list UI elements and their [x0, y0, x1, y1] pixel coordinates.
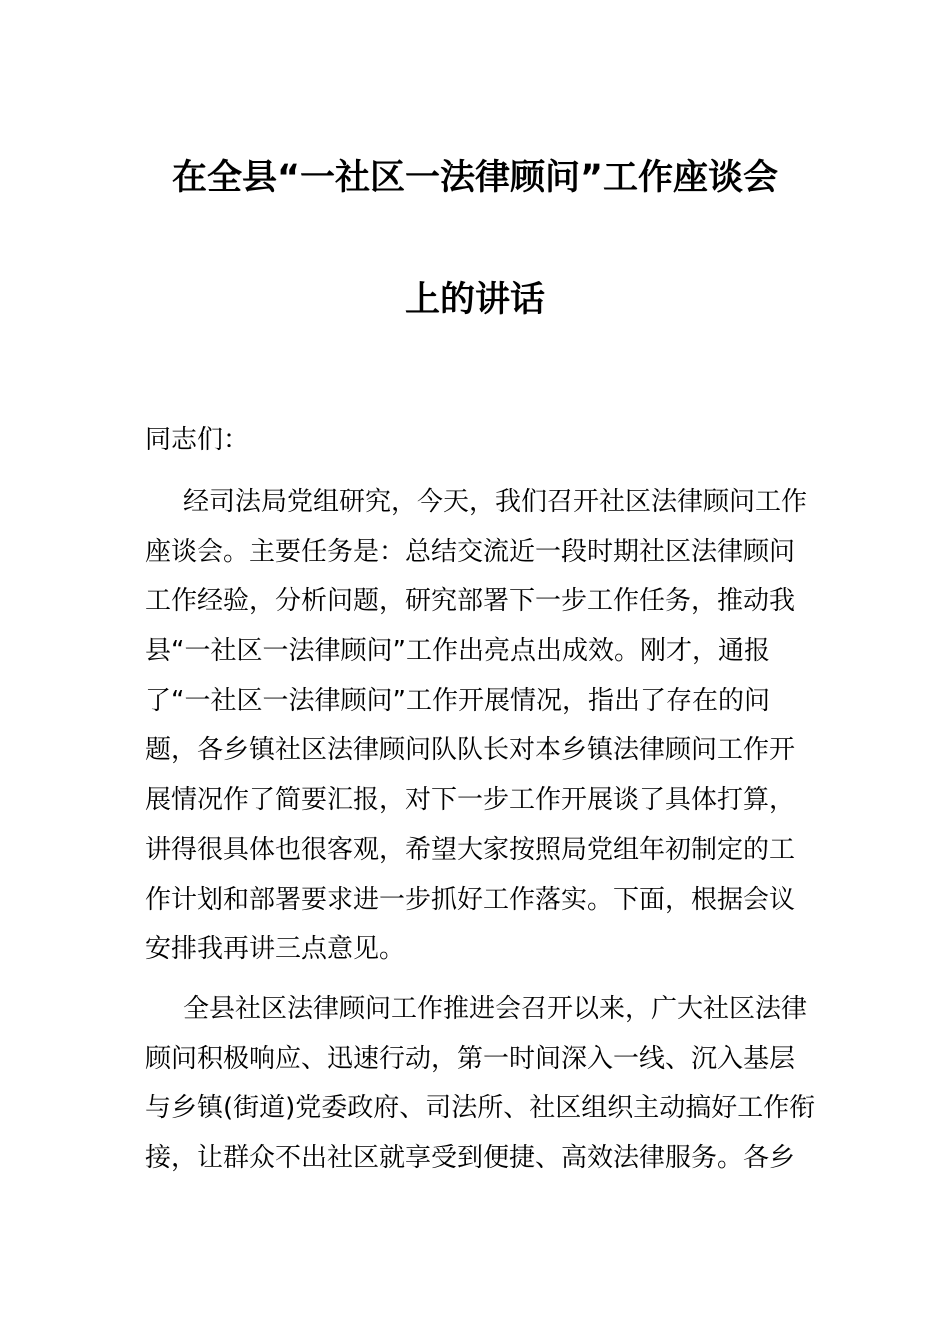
paragraph-1-line: 安排我再讲三点意见。 — [145, 934, 406, 965]
paragraph-2-line: 接，让群众不出社区就享受到便捷、高效法律服务。各乡 — [145, 1143, 796, 1174]
paragraph-1-line: 展情况作了简要汇报，对下一步工作开展谈了具体打算， — [145, 785, 796, 816]
paragraph-1-line: 工作经验，分析问题，研究部署下一步工作任务，推动我 — [145, 586, 796, 617]
document-title-line-1: 在全县“一社区一法律顾问”工作座谈会 — [171, 158, 778, 198]
paragraph-1-line: 经司法局党组研究，今天，我们召开社区法律顾问工作 — [183, 487, 808, 517]
paragraph-1-line: 县“一社区一法律顾问”工作出亮点出成效。刚才，通报 — [145, 636, 770, 667]
paragraph-1-line: 座谈会。主要任务是：总结交流近一段时期社区法律顾问 — [145, 536, 796, 567]
paragraph-1-line: 题，各乡镇社区法律顾问队队长对本乡镇法律顾问工作开 — [145, 735, 796, 766]
paragraph-1-line: 讲得很具体也很客观，希望大家按照局党组年初制定的工 — [145, 834, 796, 865]
paragraph-2 — [145, 985, 816, 1184]
paragraph-2-line: 与乡镇(街道)党委政府、司法所、社区组织主动搞好工作衔 — [145, 1093, 816, 1124]
paragraph-1 — [145, 478, 810, 975]
paragraph-1-line: 作计划和部署要求进一步抓好工作落实。下面，根据会议 — [145, 884, 796, 915]
salutation: 同志们： — [145, 425, 250, 455]
document-title-line-2: 上的讲话 — [404, 280, 545, 320]
paragraph-2-line: 顾问积极响应、迅速行动，第一时间深入一线、沉入基层 — [145, 1043, 796, 1074]
paragraph-1-line: 了“一社区一法律顾问”工作开展情况，指出了存在的问 — [145, 685, 770, 716]
paragraph-2-line: 全县社区法律顾问工作推进会召开以来，广大社区法律 — [183, 994, 808, 1024]
